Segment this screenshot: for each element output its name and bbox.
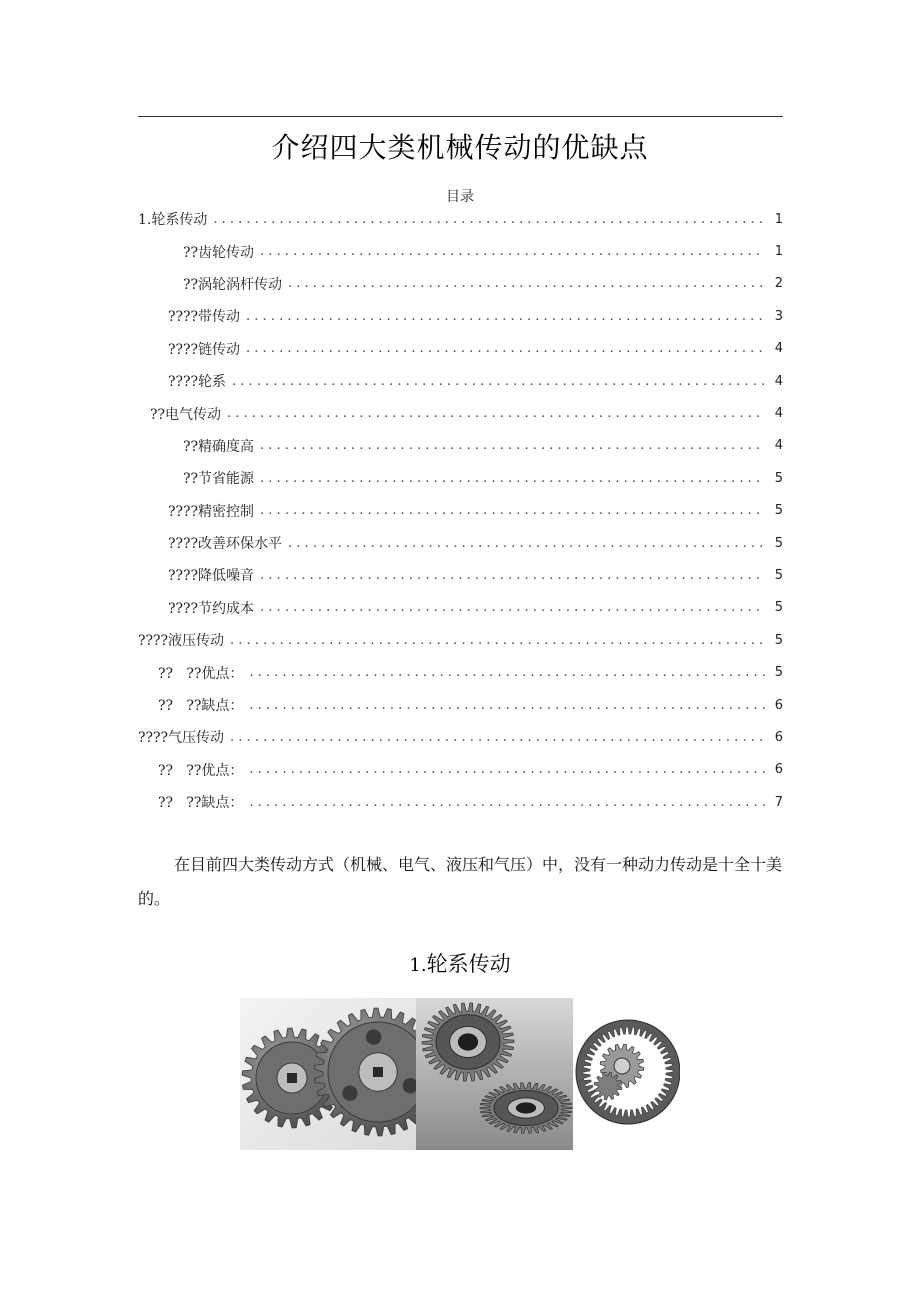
bevel-bore: [516, 1102, 536, 1113]
toc-leader-dots: [246, 341, 765, 356]
gear-keyhole: [373, 1067, 383, 1077]
toc-entry-label: ????带传动: [168, 309, 241, 326]
toc-entry[interactable]: [138, 592, 783, 624]
toc-entry-label: ??齿轮传动: [183, 244, 255, 261]
toc-entry-page: 6: [774, 697, 783, 713]
toc-leader-dots: [260, 503, 765, 518]
toc-entry-label: ??电气传动: [150, 406, 222, 423]
toc-entry[interactable]: [138, 268, 783, 300]
toc-entry-label: ??精确度高: [183, 438, 255, 455]
toc-leader-dots: [246, 309, 765, 324]
toc-leader-dots: [288, 536, 765, 551]
gear-hole: [342, 1086, 357, 1101]
toc-entry-page: 5: [774, 470, 783, 486]
toc-entry-page: 6: [774, 729, 783, 745]
toc-leader-dots: [260, 244, 765, 259]
toc-entry-label: ????链传动: [168, 341, 241, 358]
planet-gear-small: [594, 1072, 622, 1100]
toc-entry-label: ????轮系: [168, 374, 227, 391]
toc-entry-page: 4: [774, 406, 783, 422]
toc-entry-label: ??涡轮涡杆传动: [183, 276, 283, 293]
toc-leader-dots: [260, 568, 765, 583]
toc-entry-page: 5: [774, 665, 783, 681]
toc-entry-label: ?? ??缺点：: [158, 795, 244, 812]
toc-entry-page: 5: [774, 535, 783, 551]
bevel-bore: [458, 1033, 478, 1050]
toc-entry-page: 6: [774, 762, 783, 778]
planet-hub: [614, 1058, 630, 1074]
toc-leader-dots: [232, 374, 765, 389]
toc-entry-label: ?? ??优点：: [158, 665, 244, 682]
toc-entry-page: 4: [774, 341, 783, 357]
toc-entry-label: ?? ??缺点：: [158, 698, 244, 715]
toc-leader-dots: [249, 698, 765, 713]
document-title: 介绍四大类机械传动的优缺点: [271, 131, 649, 164]
gears-illustration: [240, 998, 680, 1150]
toc-entry-label: 1.轮系传动: [138, 212, 208, 229]
toc-entry-label: ????气压传动: [138, 730, 225, 747]
toc-entry-label: ????改善环保水平: [168, 536, 283, 553]
toc-entry-label: ????降低噪音: [168, 568, 255, 585]
toc-entry-page: 3: [774, 308, 783, 324]
toc-entry[interactable]: [138, 624, 783, 656]
section-heading: [0, 948, 920, 978]
planetary-ring-gear-icon: [576, 1020, 680, 1124]
toc-leader-dots: [288, 276, 765, 291]
toc-leader-dots: [260, 438, 765, 453]
toc-entry-page: 4: [774, 438, 783, 454]
toc-entry[interactable]: [138, 397, 783, 429]
toc-entry-label: ????精密控制: [168, 503, 255, 520]
gears-photo: [240, 998, 680, 1150]
toc-entry-page: 5: [774, 503, 783, 519]
toc-leader-dots: [249, 795, 765, 810]
toc-entry[interactable]: [138, 333, 783, 365]
toc-entry[interactable]: [138, 462, 783, 494]
toc-entry[interactable]: [138, 235, 783, 267]
toc-heading: 目录: [446, 189, 474, 205]
toc-entry[interactable]: [138, 754, 783, 786]
toc-entry-label: ????液压传动: [138, 633, 225, 650]
toc-entry[interactable]: [138, 300, 783, 332]
toc-entry-page: 5: [774, 567, 783, 583]
gear-keyhole: [287, 1073, 297, 1083]
toc-entry[interactable]: [138, 559, 783, 591]
toc-leader-dots: [230, 633, 765, 648]
toc-entry-page: 5: [774, 600, 783, 616]
toc-entry-label: ?? ??优点：: [158, 762, 244, 779]
section-title-text: 轮系传动: [426, 952, 511, 976]
toc-entry[interactable]: [138, 365, 783, 397]
header-rule: [138, 116, 783, 117]
toc-entry[interactable]: [138, 527, 783, 559]
section-number: 1.: [409, 955, 427, 976]
toc-leader-dots: [213, 212, 765, 227]
toc-entry-page: 2: [774, 276, 783, 292]
toc-leader-dots: [249, 762, 765, 777]
toc-entry[interactable]: [138, 786, 783, 818]
intro-paragraph: 在目前四大类传动方式（机械、电气、液压和气压）中，没有一种动力传动是十全十美的。: [138, 855, 783, 908]
toc-entry[interactable]: [138, 430, 783, 462]
toc-entry[interactable]: [138, 689, 783, 721]
gear-hole: [403, 1078, 418, 1093]
gear-hole: [366, 1029, 381, 1044]
toc-entry[interactable]: [138, 656, 783, 688]
toc-leader-dots: [260, 471, 765, 486]
toc-entry-page: 5: [774, 632, 783, 648]
toc-entry-page: 7: [774, 794, 783, 810]
table-of-contents: [138, 203, 783, 818]
toc-entry-label: ??节省能源: [183, 471, 255, 488]
toc-entry[interactable]: [138, 203, 783, 235]
toc-leader-dots: [249, 665, 765, 680]
toc-entry[interactable]: [138, 721, 783, 753]
toc-leader-dots: [227, 406, 765, 421]
toc-leader-dots: [230, 730, 765, 745]
toc-entry-label: ????节约成本: [168, 600, 255, 617]
toc-entry[interactable]: [138, 495, 783, 527]
toc-leader-dots: [260, 600, 765, 615]
toc-entry-page: 1: [774, 244, 783, 260]
toc-entry-page: 1: [774, 211, 783, 227]
toc-entry-page: 4: [774, 373, 783, 389]
